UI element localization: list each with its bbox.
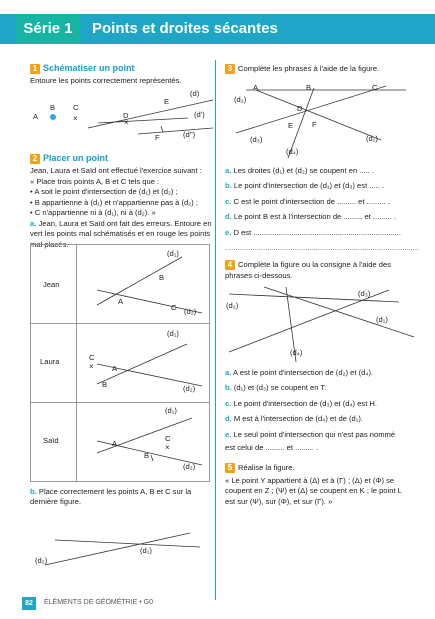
- jean-label-d1: (d₁): [167, 249, 179, 258]
- s3-line-d3: [236, 86, 386, 133]
- quote-line: « Place trois points A, B et C tels que :: [30, 177, 160, 186]
- item-letter: a.: [225, 166, 232, 175]
- section-4-title: Complète la figure ou la consigne à l'aide des phrases ci-dessous.: [225, 260, 391, 281]
- section-2-last-figure: [30, 515, 212, 575]
- s3-label-A: A: [253, 83, 259, 92]
- section-2-number: 2: [30, 154, 40, 164]
- label-dp: (d'): [194, 110, 205, 119]
- said-label-B: B: [144, 451, 150, 460]
- question-letter: b.: [30, 487, 37, 496]
- s3-label-C: C: [372, 83, 378, 92]
- item-text: A est le point d'intersection de (d₂) et (d₄).: [233, 368, 374, 377]
- s3-item-d: [225, 212, 420, 222]
- s4-label-d2: (d₂): [226, 301, 239, 310]
- section-4-heading: [225, 259, 420, 282]
- s4-item-d: [225, 414, 420, 424]
- item-text: D est ......................................................................: [233, 227, 401, 237]
- said-label-C: C: [165, 434, 171, 443]
- section-3-heading: [225, 63, 425, 74]
- label-C: C: [73, 103, 79, 112]
- label-D: D: [123, 111, 129, 120]
- page-number: 82: [22, 597, 36, 610]
- s3-label-D: D: [297, 104, 303, 113]
- label-d: (d): [190, 89, 200, 98]
- item-letter: e.: [225, 429, 232, 439]
- footer-text: ÉLÉMENTS DE GÉOMÉTRIE • G0: [44, 599, 154, 606]
- point-F-tick: [161, 126, 163, 132]
- said-label-d1: (d₁): [165, 406, 177, 415]
- s3-dotline: ............................................................................................: [225, 243, 420, 253]
- item-letter: d.: [225, 414, 232, 424]
- item-text: (d₁) et (d₃) se coupent en T.: [233, 383, 327, 393]
- s4-item-a: [225, 368, 420, 378]
- laura-label-C: C: [89, 353, 95, 362]
- s3-label-E: E: [288, 121, 294, 130]
- s3-label-B: B: [306, 83, 312, 92]
- label-A: A: [33, 112, 39, 121]
- s4-item-c: [225, 399, 420, 409]
- section-3-items: [225, 166, 420, 253]
- quote-line: • C n'appartienne ni à (d₁), ni à (d₂). »: [30, 208, 156, 218]
- item-text: Les droites (d₁) et (d₂) se coupent en ..... .: [233, 166, 375, 175]
- s3-item-e: [225, 228, 420, 238]
- section-5-title: Réalise la figure.: [238, 463, 295, 472]
- point-B-mark: [50, 114, 56, 120]
- row-name-laura: Laura: [40, 357, 60, 366]
- section-3-number: 3: [225, 64, 235, 74]
- point-C-cross: ×: [73, 114, 78, 123]
- section-5-heading: [225, 462, 420, 473]
- s4-line-d3: [229, 294, 399, 302]
- item-letter: b.: [225, 181, 232, 191]
- section-4-figure: [224, 282, 419, 364]
- label-B: B: [50, 103, 56, 112]
- s3-label-d1: (d₁): [366, 134, 378, 143]
- said-point-C-cross: ×: [165, 443, 170, 452]
- question-a-text: Jean, Laura et Saïd ont fait des erreurs. Entoure en vert les points mal schématisés et en rouge les points mal placés.: [30, 219, 212, 249]
- jean-label-C: C: [171, 303, 177, 312]
- item-letter: a.: [225, 368, 232, 377]
- s4-label-d3: (d₃): [358, 289, 371, 298]
- row-name-said: Saïd: [43, 436, 59, 445]
- item-letter: c.: [225, 398, 232, 408]
- section-2-title: Placer un point: [43, 153, 109, 163]
- last-label-d2: (d₂): [35, 556, 48, 565]
- s3-label-d4: (d₄): [286, 147, 299, 156]
- laura-label-A: A: [112, 364, 118, 373]
- section-3-figure: [226, 78, 416, 164]
- s4-item-e: [225, 430, 420, 440]
- quote-line: • A soit le point d'intersection de (d₁) et (d₂) ;: [30, 187, 178, 197]
- jean-label-B: B: [159, 273, 165, 282]
- section-4-items: [225, 368, 420, 453]
- item-letter: c.: [225, 196, 232, 206]
- s4-item-e-line2: est celui de ......... et ......... .: [225, 443, 319, 453]
- label-dpp: (d''): [183, 130, 196, 139]
- item-letter: e.: [225, 227, 232, 237]
- item-letter: d.: [225, 212, 232, 222]
- s3-label-F: F: [312, 120, 317, 129]
- s3-item-a: [225, 166, 420, 176]
- s3-label-d2: (d₂): [234, 95, 247, 104]
- item-text: Le point d'intersection de (d₃) et (d₄) est H.: [233, 398, 378, 408]
- item-text: M est à l'intersection de (d₄) et de (d₁).: [233, 414, 363, 424]
- s4-label-d1: (d₁): [376, 315, 388, 324]
- laura-point-C-cross: ×: [89, 362, 94, 371]
- quote-line: • B appartienne à (d₁) et n'appartienne pas à (d₂) ;: [30, 197, 198, 207]
- laura-label-d1: (d₁): [167, 329, 179, 338]
- jean-label-A: A: [118, 297, 124, 306]
- row-name-jean: Jean: [43, 280, 60, 289]
- section-4-number: 4: [225, 260, 235, 270]
- s3-item-b: [225, 181, 420, 191]
- page-title: Points et droites sécantes: [92, 20, 278, 37]
- laura-label-B: B: [102, 380, 108, 389]
- s3-line-d1: [256, 90, 381, 140]
- section-1-figure: [28, 88, 213, 150]
- section-1-title: Schématiser un point: [43, 63, 135, 73]
- line-dpp: [138, 128, 213, 134]
- label-E: E: [164, 97, 170, 106]
- s3-label-d3: (d₃): [250, 135, 263, 144]
- laura-label-d2: (d₂): [183, 384, 196, 393]
- item-letter: b.: [225, 383, 232, 393]
- section-2-heading: [30, 153, 108, 164]
- item-text: Le point B est à l'intersection de ......... et ......... .: [233, 212, 397, 222]
- last-label-d1: (d₁): [140, 546, 152, 555]
- said-point-B-tick: [151, 455, 153, 461]
- line-dp: [98, 118, 188, 123]
- s4-item-b: [225, 383, 420, 393]
- section-1-heading: [30, 63, 135, 74]
- said-figure: [77, 403, 208, 481]
- last-line-d1: [45, 533, 190, 565]
- s3-item-c: [225, 197, 420, 207]
- item-text: Le point d'intersection de (d₁) et (d₃) est ..... .: [233, 181, 385, 191]
- item-text: Le seul point d'intersection qui n'est pas nommé: [233, 429, 396, 439]
- point-D-cross: ×: [124, 118, 129, 127]
- section-3-title: Complète les phrases à l'aide de la figure.: [238, 64, 380, 73]
- section-2-quote: [30, 177, 212, 219]
- section-5-text: « Le point Y appartient à (Δ) et à (Γ) ; (Δ) et (Φ) se coupent en Z ; (Ψ) et (Δ) se coupent en K ; le point L est sur (Ψ), sur (Φ), et sur (Γ). »: [225, 476, 402, 506]
- said-label-A: A: [112, 439, 118, 448]
- column-divider: [215, 60, 216, 600]
- jean-label-d2: (d₂): [184, 307, 197, 316]
- item-text: C est le point d'intersection de ......... et ......... .: [233, 196, 390, 206]
- s4-label-d4: (d₄): [290, 348, 303, 357]
- said-label-d2: (d₂): [183, 462, 196, 471]
- section-1-number: 1: [30, 64, 40, 74]
- section-2-question-b: [30, 487, 212, 508]
- serie-label: Série 1: [16, 14, 80, 44]
- laura-line-d1: [97, 344, 187, 384]
- jean-figure: [77, 245, 208, 323]
- question-b-text: Place correctement les points A, B et C sur la dernière figure.: [30, 487, 192, 507]
- question-letter: a.: [30, 219, 37, 228]
- section-5-number: 5: [225, 463, 235, 473]
- section-1-instruction: Entoure les points correctement représentés.: [30, 76, 182, 85]
- jean-line-d1: [97, 257, 182, 305]
- label-F: F: [155, 133, 160, 142]
- last-line-d2: [55, 540, 200, 547]
- laura-figure: [77, 324, 208, 402]
- section-2-intro: Jean, Laura et Saïd ont effectué l'exercice suivant :: [30, 166, 202, 175]
